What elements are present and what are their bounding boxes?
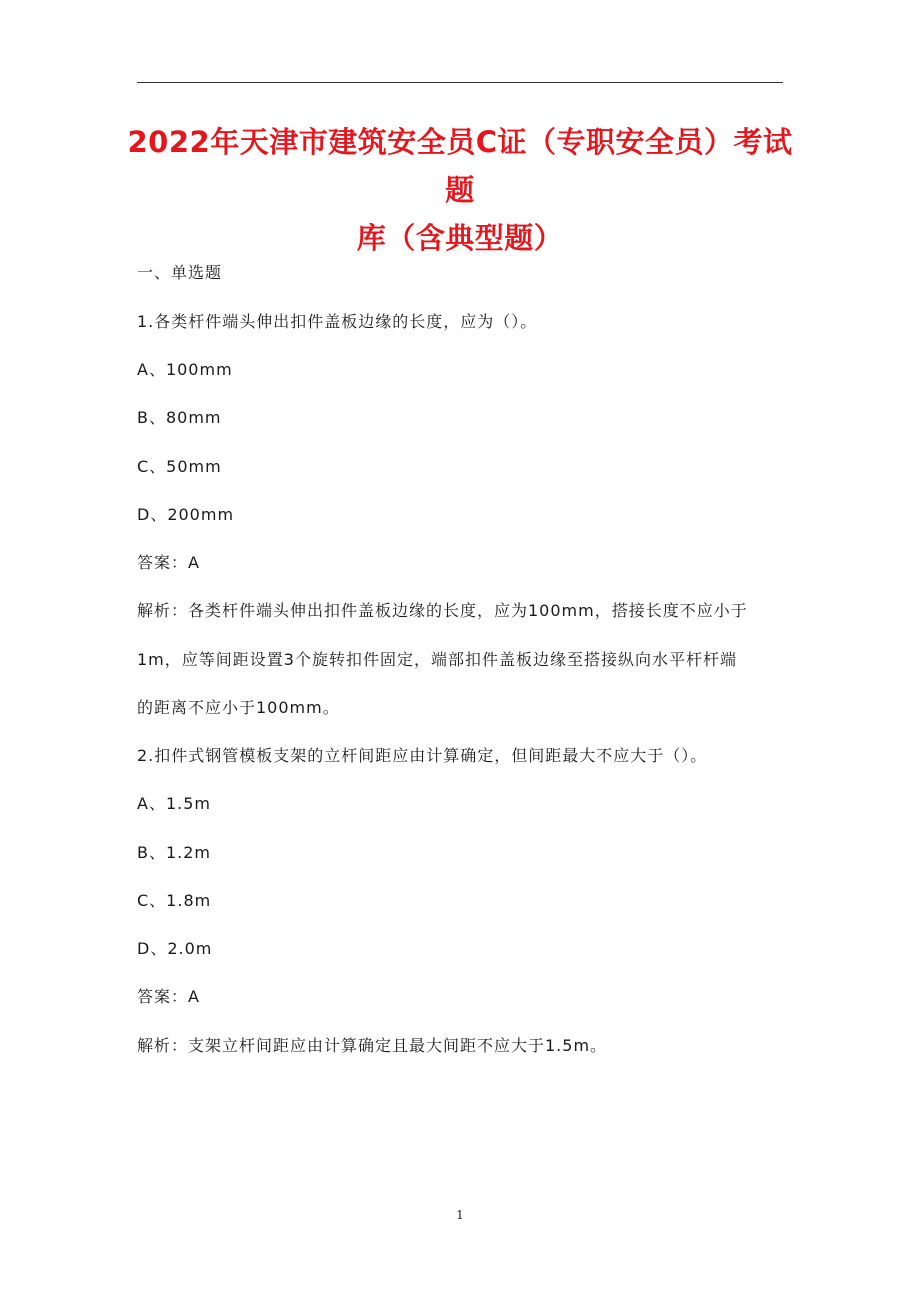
header-rule — [137, 82, 783, 83]
question-1-option-b: B、80mm — [137, 408, 222, 427]
document-title — [120, 118, 800, 262]
question-2-option-a: A、1.5m — [137, 794, 211, 813]
question-2-option-c: C、1.8m — [137, 891, 212, 910]
question-2-stem: 2.扣件式钢管模板支架的立杆间距应由计算确定，但间距最大不应大于（）。 — [137, 746, 708, 765]
question-2-analysis-line-1: 解析：支架立杆间距应由计算确定且最大间距不应大于1.5m。 — [137, 1036, 608, 1055]
title-line-1: 2022年天津市建筑安全员C证（专职安全员）考试题 — [127, 125, 793, 207]
question-1-answer: 答案：A — [137, 553, 200, 572]
question-1-stem: 1.各类杆件端头伸出扣件盖板边缘的长度，应为（）。 — [137, 312, 538, 331]
question-2-option-b: B、1.2m — [137, 843, 212, 862]
title-line-2: 库（含典型题） — [356, 221, 564, 255]
question-1-analysis-line-1: 解析：各类杆件端头伸出扣件盖板边缘的长度，应为100mm，搭接长度不应小于 — [137, 601, 748, 620]
question-1-option-a: A、100mm — [137, 360, 233, 379]
question-2-answer: 答案：A — [137, 987, 200, 1006]
question-1-option-d: D、200mm — [137, 505, 235, 524]
question-1-analysis-line-2: 1m，应等间距设置3个旋转扣件固定，端部扣件盖板边缘至搭接纵向水平杆杆端 — [137, 650, 737, 669]
question-1-option-c: C、50mm — [137, 457, 222, 476]
question-2-option-d: D、2.0m — [137, 939, 213, 958]
section-heading: 一、单选题 — [137, 263, 223, 282]
question-1-analysis-line-3: 的距离不应小于100mm。 — [137, 698, 340, 717]
page-number: 1 — [456, 1208, 464, 1222]
